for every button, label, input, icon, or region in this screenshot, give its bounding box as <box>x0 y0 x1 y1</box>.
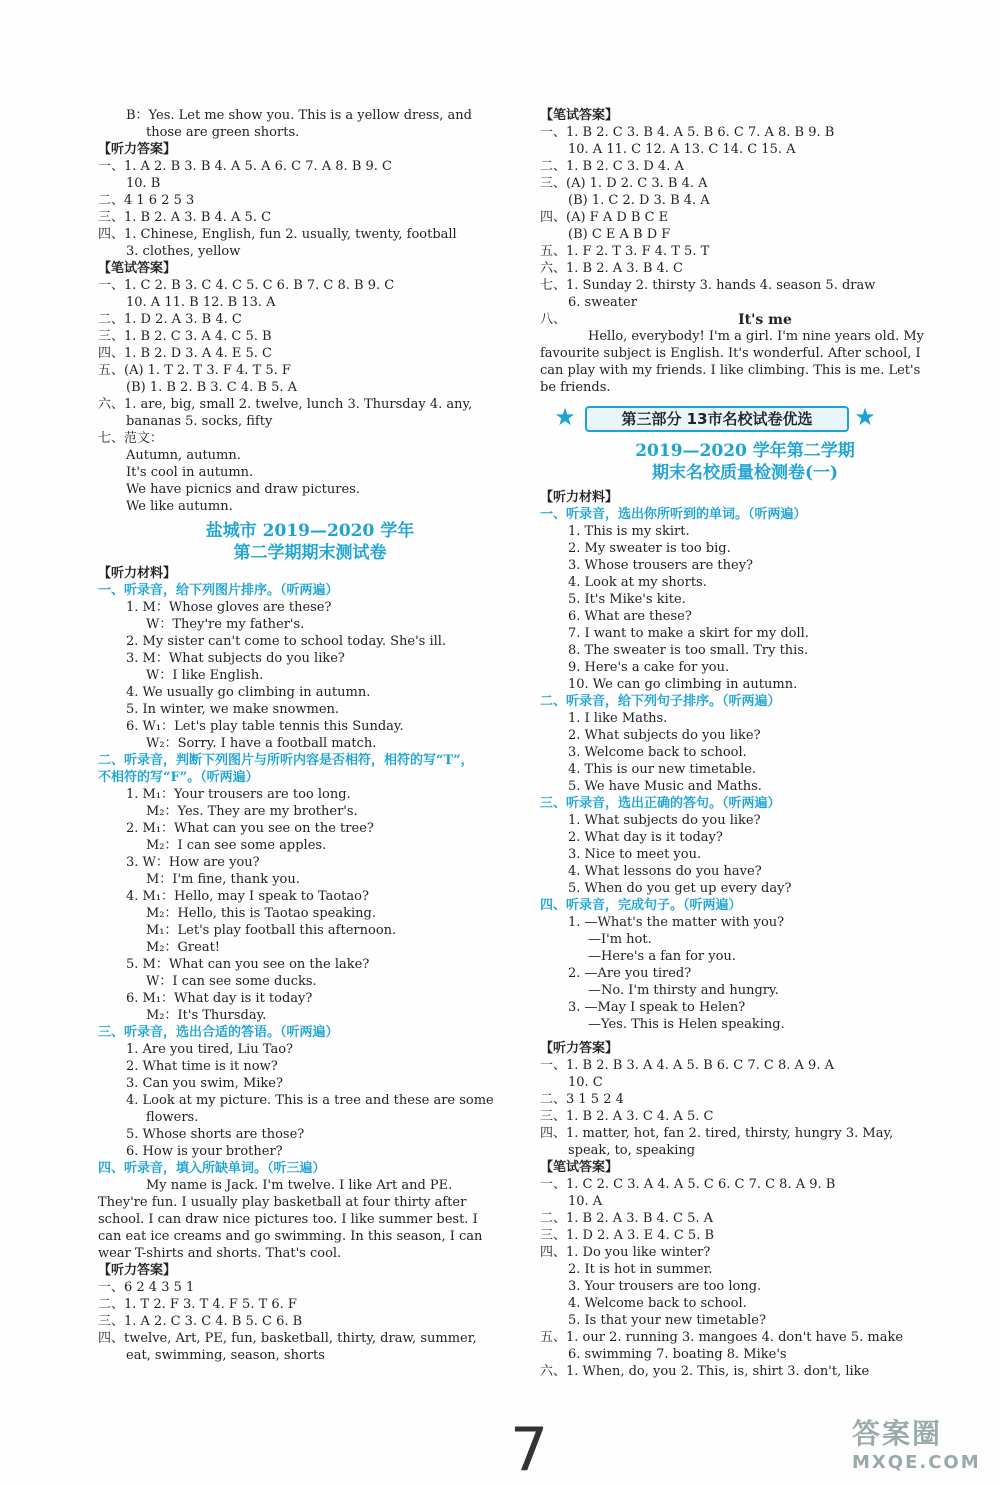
text-line: 10. A 11. B 12. B 13. A <box>126 295 276 310</box>
text-line: 四、听录音，填入所缺单词。（听三遍） <box>98 1161 326 1176</box>
text-line: 四、twelve, Art, PE, fun, basketball, thirty, draw, summer, <box>98 1331 477 1346</box>
text-line: 三、1. A 2. C 3. C 4. B 5. C 6. B <box>98 1314 303 1329</box>
text-line: 2. My sister can't come to school today. She's ill. <box>126 634 447 649</box>
text-line: M₂：Great! <box>146 940 221 955</box>
text-line: 六、1. are, big, small 2. twelve, lunch 3. Thursday 4. any, <box>98 397 473 412</box>
text-line: (B) 1. B 2. B 3. C 4. B 5. A <box>126 380 298 395</box>
text-line: school. I can draw nice pictures too. I like summer best. I <box>98 1212 478 1227</box>
banner-label: 第三部分 13市名校试卷优选 <box>585 406 849 432</box>
text-line: 八、 <box>540 312 567 327</box>
text-line: 二、1. B 2. A 3. B 4. C 5. A <box>540 1211 714 1226</box>
text-line: 10. A <box>568 1194 603 1209</box>
text-line: 【听力材料】 <box>540 490 619 505</box>
essay-title: It's me <box>738 312 792 328</box>
text-line: 1. M₁：Your trousers are too long. <box>126 787 351 802</box>
text-line: 一、1. B 2. B 3. A 4. A 5. B 6. C 7. C 8. A 9. A <box>540 1058 834 1073</box>
text-line: W：I like English. <box>146 668 264 683</box>
text-line: 6. swimming 7. boating 8. Mike's <box>568 1347 787 1362</box>
text-line: 四、听录音，完成句子。（听两遍） <box>540 898 742 913</box>
text-line: 2. What time is it now? <box>126 1059 278 1074</box>
star-icon: ★ <box>854 403 876 431</box>
text-line: 3. Welcome back to school. <box>568 745 747 760</box>
text-line: 一、1. B 2. C 3. B 4. A 5. B 6. C 7. A 8. B 9. B <box>540 125 835 140</box>
text-line: 6. M₁：What day is it today? <box>126 991 313 1006</box>
text-line: 【听力材料】 <box>98 566 177 581</box>
text-line: flowers. <box>146 1110 199 1125</box>
text-line: 2. M₁：What can you see on the tree? <box>126 821 374 836</box>
text-line: 三、1. B 2. C 3. A 4. C 5. B <box>98 329 272 344</box>
text-line: 三、(A) 1. D 2. C 3. B 4. A <box>540 176 708 191</box>
text-line: 5. Whose shorts are those? <box>126 1127 305 1142</box>
text-line: 1. M：Whose gloves are these? <box>126 600 332 615</box>
left-section-title-2: 第二学期期末测试卷 <box>233 543 387 563</box>
text-line: those are green shorts. <box>146 125 300 140</box>
text-line: We like autumn. <box>126 499 233 514</box>
text-line: 一、听录音，给下列图片排序。（听两遍） <box>98 583 339 598</box>
text-line: 一、1. C 2. B 3. C 4. C 5. C 6. B 7. C 8. B 9. C <box>98 278 395 293</box>
right-section-title-2: 期末名校质量检测卷(一) <box>651 463 839 483</box>
text-line: 2. My sweater is too big. <box>568 541 731 556</box>
text-line: 5. Is that your new timetable? <box>568 1313 766 1328</box>
text-line: Autumn, autumn. <box>126 448 241 463</box>
text-line: 4. Look at my picture. This is a tree and these are some <box>126 1093 494 1108</box>
watermark-text: 答案圈 <box>852 1417 943 1450</box>
text-line: can play with my friends. I like climbing. This is me. Let's <box>540 363 921 378</box>
text-line: eat, swimming, season, shorts <box>126 1348 325 1363</box>
text-line: 1. —What's the matter with you? <box>568 915 785 930</box>
left-section-title-1: 盐城市 2019—2020 学年 <box>205 521 415 541</box>
text-line: 10. C <box>568 1075 603 1090</box>
text-line: 5. When do you get up every day? <box>568 881 792 896</box>
text-line: 4. M₁：Hello, may I speak to Taotao? <box>126 889 369 904</box>
text-line: 3. —May I speak to Helen? <box>568 1000 746 1015</box>
text-line: W₂：Sorry. I have a football match. <box>146 736 377 751</box>
text-line: —No. I'm thirsty and hungry. <box>588 983 779 998</box>
text-line: 10. We can go climbing in autumn. <box>568 677 798 692</box>
handwritten-page-mark: 7 <box>510 1415 549 1485</box>
text-line: 二、4 1 6 2 5 3 <box>98 193 195 208</box>
text-line: B：Yes. Let me show you. This is a yellow dress, and <box>126 108 472 123</box>
text-line: be friends. <box>540 380 611 395</box>
text-line: 3. clothes, yellow <box>126 244 241 259</box>
text-line: W：They're my father's. <box>146 617 305 632</box>
text-line: 4. Welcome back to school. <box>568 1296 747 1311</box>
text-line: 2. It is hot in summer. <box>568 1262 713 1277</box>
text-line: 三、听录音，选出合适的答语。（听两遍） <box>98 1025 339 1040</box>
text-line: It's cool in autumn. <box>126 465 254 480</box>
text-line: 二、听录音，判断下列图片与所听内容是否相符，相符的写“T”， <box>98 753 474 768</box>
text-line: 一、6 2 4 3 5 1 <box>98 1280 195 1295</box>
text-line: M：I'm fine, thank you. <box>146 872 300 887</box>
text-line: 1. What subjects do you like? <box>568 813 761 828</box>
text-line: 三、1. B 2. A 3. B 4. A 5. C <box>98 210 272 225</box>
text-line: My name is Jack. I'm twelve. I like Art and PE. <box>146 1178 453 1193</box>
text-line: M₂：I can see some apples. <box>146 838 327 853</box>
text-line: 六、1. B 2. A 3. B 4. C <box>540 261 683 276</box>
text-line: 8. The sweater is too small. Try this. <box>568 643 809 658</box>
text-line: M₂：Hello, this is Taotao speaking. <box>146 906 376 921</box>
text-line: 6. sweater <box>568 295 637 310</box>
text-line: 6. How is your brother? <box>126 1144 283 1159</box>
text-line: —Yes. This is Helen speaking. <box>588 1017 785 1032</box>
text-line: 四、1. matter, hot, fan 2. tired, thirsty, hungry 3. May, <box>540 1126 894 1141</box>
text-line: 1. This is my skirt. <box>568 524 690 539</box>
text-line: W：I can see some ducks. <box>146 974 317 989</box>
text-line: 4. Look at my shorts. <box>568 575 707 590</box>
text-line: 七、范文： <box>98 431 164 446</box>
text-line: —I'm hot. <box>588 932 652 947</box>
text-line: 二、1. B 2. C 3. D 4. A <box>540 159 684 174</box>
text-line: 3. W：How are you? <box>126 855 260 870</box>
star-icon: ★ <box>554 403 576 431</box>
text-line: 10. A 11. C 12. A 13. C 14. C 15. A <box>568 142 796 157</box>
text-line: 二、1. D 2. A 3. B 4. C <box>98 312 242 327</box>
text-line: 四、1. B 2. D 3. A 4. E 5. C <box>98 346 273 361</box>
text-line: (B) C E A B D F <box>568 227 671 242</box>
text-line: 【听力答案】 <box>98 142 177 157</box>
text-line: 4. What lessons do you have? <box>568 864 762 879</box>
text-line: M₂：It's Thursday. <box>146 1008 267 1023</box>
text-line: 3. Can you swim, Mike? <box>126 1076 283 1091</box>
text-line: 4. This is our new timetable. <box>568 762 757 777</box>
text-line: 5. We have Music and Maths. <box>568 779 762 794</box>
text-line: 10. B <box>126 176 161 191</box>
text-line: 9. Here's a cake for you. <box>568 660 730 675</box>
text-line: M₁：Let's play football this afternoon. <box>146 923 397 938</box>
text-line: They're fun. I usually play basketball at four thirty after <box>98 1195 467 1210</box>
text-line: M₂：Yes. They are my brother's. <box>146 804 358 819</box>
right-section-title-1: 2019—2020 学年第二学期 <box>635 441 855 461</box>
text-line: 三、听录音，选出正确的答句。（听两遍） <box>540 796 781 811</box>
text-line: speak, to, speaking <box>568 1143 696 1158</box>
text-line: 3. M：What subjects do you like? <box>126 651 345 666</box>
text-line: 3. Nice to meet you. <box>568 847 702 862</box>
text-line: 3. Your trousers are too long. <box>568 1279 762 1294</box>
text-line: 【笔试答案】 <box>98 261 177 276</box>
text-line: favourite subject is English. It's wonderful. After school, I <box>540 346 921 361</box>
text-line: 【听力答案】 <box>98 1263 177 1278</box>
text-line: 二、3 1 5 2 4 <box>540 1092 624 1107</box>
text-line: wear T-shirts and shorts. That's cool. <box>98 1246 342 1261</box>
text-line: 三、1. D 2. A 3. E 4. C 5. B <box>540 1228 715 1243</box>
text-line: 五、1. our 2. running 3. mangoes 4. don't have 5. make <box>540 1330 904 1345</box>
text-line: 7. I want to make a skirt for my doll. <box>568 626 809 641</box>
text-line: 四、1. Do you like winter? <box>540 1245 711 1260</box>
text-line: 一、1. A 2. B 3. B 4. A 5. A 6. C 7. A 8. B 9. C <box>98 159 392 174</box>
text-line: 【笔试答案】 <box>540 1160 619 1175</box>
text-line: 5. M：What can you see on the lake? <box>126 957 370 972</box>
text-line: 五、1. F 2. T 3. F 4. T 5. T <box>540 244 710 259</box>
text-line: 5. In winter, we make snowmen. <box>126 702 340 717</box>
text-line: 三、1. B 2. A 3. C 4. A 5. C <box>540 1109 714 1124</box>
text-line: 四、(A) F A D B C E <box>540 210 669 225</box>
watermark <box>852 1412 992 1472</box>
text-line: can eat ice creams and go swimming. In this season, I can <box>98 1229 483 1244</box>
text-line: 【听力答案】 <box>540 1041 619 1056</box>
text-line: 六、1. When, do, you 2. This, is, shirt 3. don't, like <box>540 1364 870 1379</box>
text-line: 6. What are these? <box>568 609 692 624</box>
section-banner <box>545 404 885 430</box>
text-line: 一、1. C 2. C 3. A 4. A 5. C 6. C 7. C 8. A 9. B <box>540 1177 836 1192</box>
text-line: 3. Whose trousers are they? <box>568 558 754 573</box>
text-line: 二、听录音，给下列句子排序。（听两遍） <box>540 694 781 709</box>
text-line: 1. I like Maths. <box>568 711 668 726</box>
text-line: 七、1. Sunday 2. thirsty 3. hands 4. season 5. draw <box>540 278 876 293</box>
text-line: 一、听录音，选出你所听到的单词。（听两遍） <box>540 507 807 522</box>
text-line: 2. —Are you tired? <box>568 966 692 981</box>
text-line: 2. What day is it today? <box>568 830 723 845</box>
text-line: bananas 5. socks, fifty <box>126 414 273 429</box>
watermark-url: MXQE.COM <box>852 1452 981 1473</box>
text-line: 不相符的写“F”。（听两遍） <box>98 770 259 785</box>
text-line: —Here's a fan for you. <box>588 949 736 964</box>
text-line: 【笔试答案】 <box>540 108 619 123</box>
text-line: 二、1. T 2. F 3. T 4. F 5. T 6. F <box>98 1297 297 1312</box>
text-line: (B) 1. C 2. D 3. B 4. A <box>568 193 710 208</box>
text-line: 4. We usually go climbing in autumn. <box>126 685 371 700</box>
text-line: 2. What subjects do you like? <box>568 728 761 743</box>
text-line: 四、1. Chinese, English, fun 2. usually, twenty, football <box>98 227 457 242</box>
text-line: 5. It's Mike's kite. <box>568 592 686 607</box>
text-line: 1. Are you tired, Liu Tao? <box>126 1042 294 1057</box>
text-line: 6. W₁：Let's play table tennis this Sunday. <box>126 719 404 734</box>
text-line: 五、(A) 1. T 2. T 3. F 4. T 5. F <box>98 363 291 378</box>
text-line: We have picnics and draw pictures. <box>126 482 360 497</box>
text-line: Hello, everybody! I'm a girl. I'm nine years old. My <box>588 329 924 344</box>
